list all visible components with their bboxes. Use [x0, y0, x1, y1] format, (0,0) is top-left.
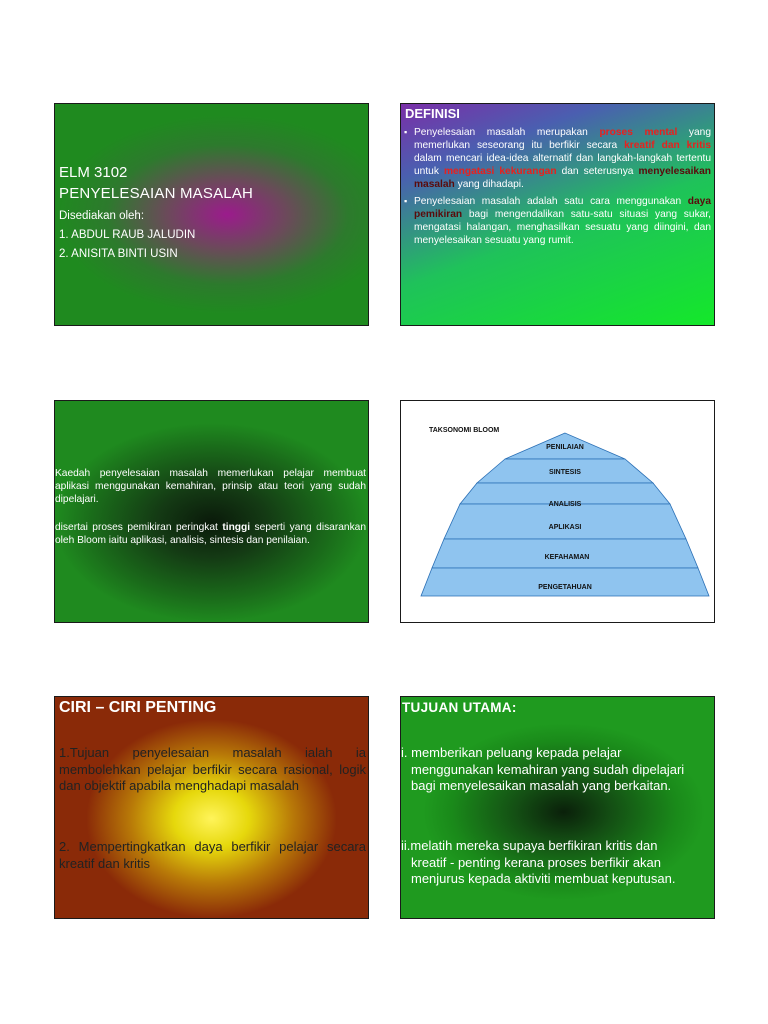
- prepared-by-label: Disediakan oleh:: [59, 210, 145, 222]
- author-1: 1. ABDUL RAUB JALUDIN: [59, 229, 196, 241]
- feature-point-1: 1.Tujuan penyelesaian masalah ialah ia membolehkan pelajar berfikir secara rasional, logik dan objektif apabila menghadapi masalah: [59, 745, 366, 793]
- bloom-pyramid: [401, 401, 715, 623]
- level-label: SINTESIS: [549, 469, 581, 476]
- goal-point-1: i. memberikan peluang kepada pelajar menggunakan kemahiran yang sudah dipelajari bagi menyelesaikan masalah yang berkaitan.: [401, 745, 685, 793]
- slide-method: [54, 400, 369, 623]
- bloom-title: TAKSONOMI BLOOM: [429, 427, 500, 434]
- definition-bullet-2: ▪ Penyelesaian masalah adalah satu cara menggunakan daya pemikiran bagi mengendalikan satu-satu situasi yang sukar, mengatasi halangan, menghasilkan sesuatu yang diingini, dan menyelesaikan sesuatu yang rumit.: [404, 196, 711, 246]
- slide-key-features: [54, 696, 369, 919]
- features-heading: CIRI – CIRI PENTING: [59, 699, 217, 716]
- author-2: 2. ANISITA BINTI USIN: [59, 248, 178, 260]
- level-label: APLIKASI: [548, 524, 582, 531]
- slide-bloom-taxonomy: [400, 400, 715, 623]
- method-paragraph-2: disertai proses pemikiran peringkat tinggi seperti yang disarankan oleh Bloom iaitu aplikasi, analisis, sintesis dan penilaian.: [55, 522, 367, 546]
- slide-main-goals: [400, 696, 715, 919]
- bullet-icon: ▪: [404, 196, 408, 206]
- level-label: PENGETAHUAN: [538, 584, 592, 591]
- course-code: ELM 3102: [59, 164, 128, 181]
- level-label: ANALISIS: [548, 501, 582, 508]
- bullet-icon: ▪: [404, 127, 408, 137]
- slide-definition: [400, 103, 715, 326]
- level-label: KEFAHAMAN: [544, 554, 590, 561]
- level-label: PENILAIAN: [546, 444, 584, 451]
- feature-point-2: 2. Mempertingkatkan daya berfikir pelajar secara kreatif dan kritis: [59, 839, 366, 871]
- definition-bullet-1: ▪ Penyelesaian masalah merupakan proses mental yang memerlukan seseorang itu berfikir secara kreatif dan kritis dalam mencari idea-idea alternatif dan langkah-langkah tertentu untuk mengatasi kekurangan dan seterusnya menyelesaikan masalah yang dihadapi.: [404, 127, 712, 190]
- definition-heading: DEFINISI: [405, 106, 460, 121]
- slide-title-text: PENYELESAIAN MASALAH: [59, 185, 254, 202]
- method-paragraph-1: Kaedah penyelesaian masalah memerlukan pelajar membuat aplikasi menggunakan kemahiran, prinsip atau teori yang sudah dipelajari.: [55, 468, 366, 505]
- goal-point-2: ii.melatih mereka supaya berfikiran kritis dan kreatif - penting kerana proses berfikir akan menjurus kepada aktiviti membuat keputusan.: [401, 838, 676, 886]
- slide-title: [54, 103, 369, 326]
- pyramid-level-6: [421, 568, 709, 596]
- definition-list: [404, 126, 711, 251]
- goals-heading: TUJUAN UTAMA:: [402, 700, 517, 715]
- pyramid-level-4: [444, 504, 686, 539]
